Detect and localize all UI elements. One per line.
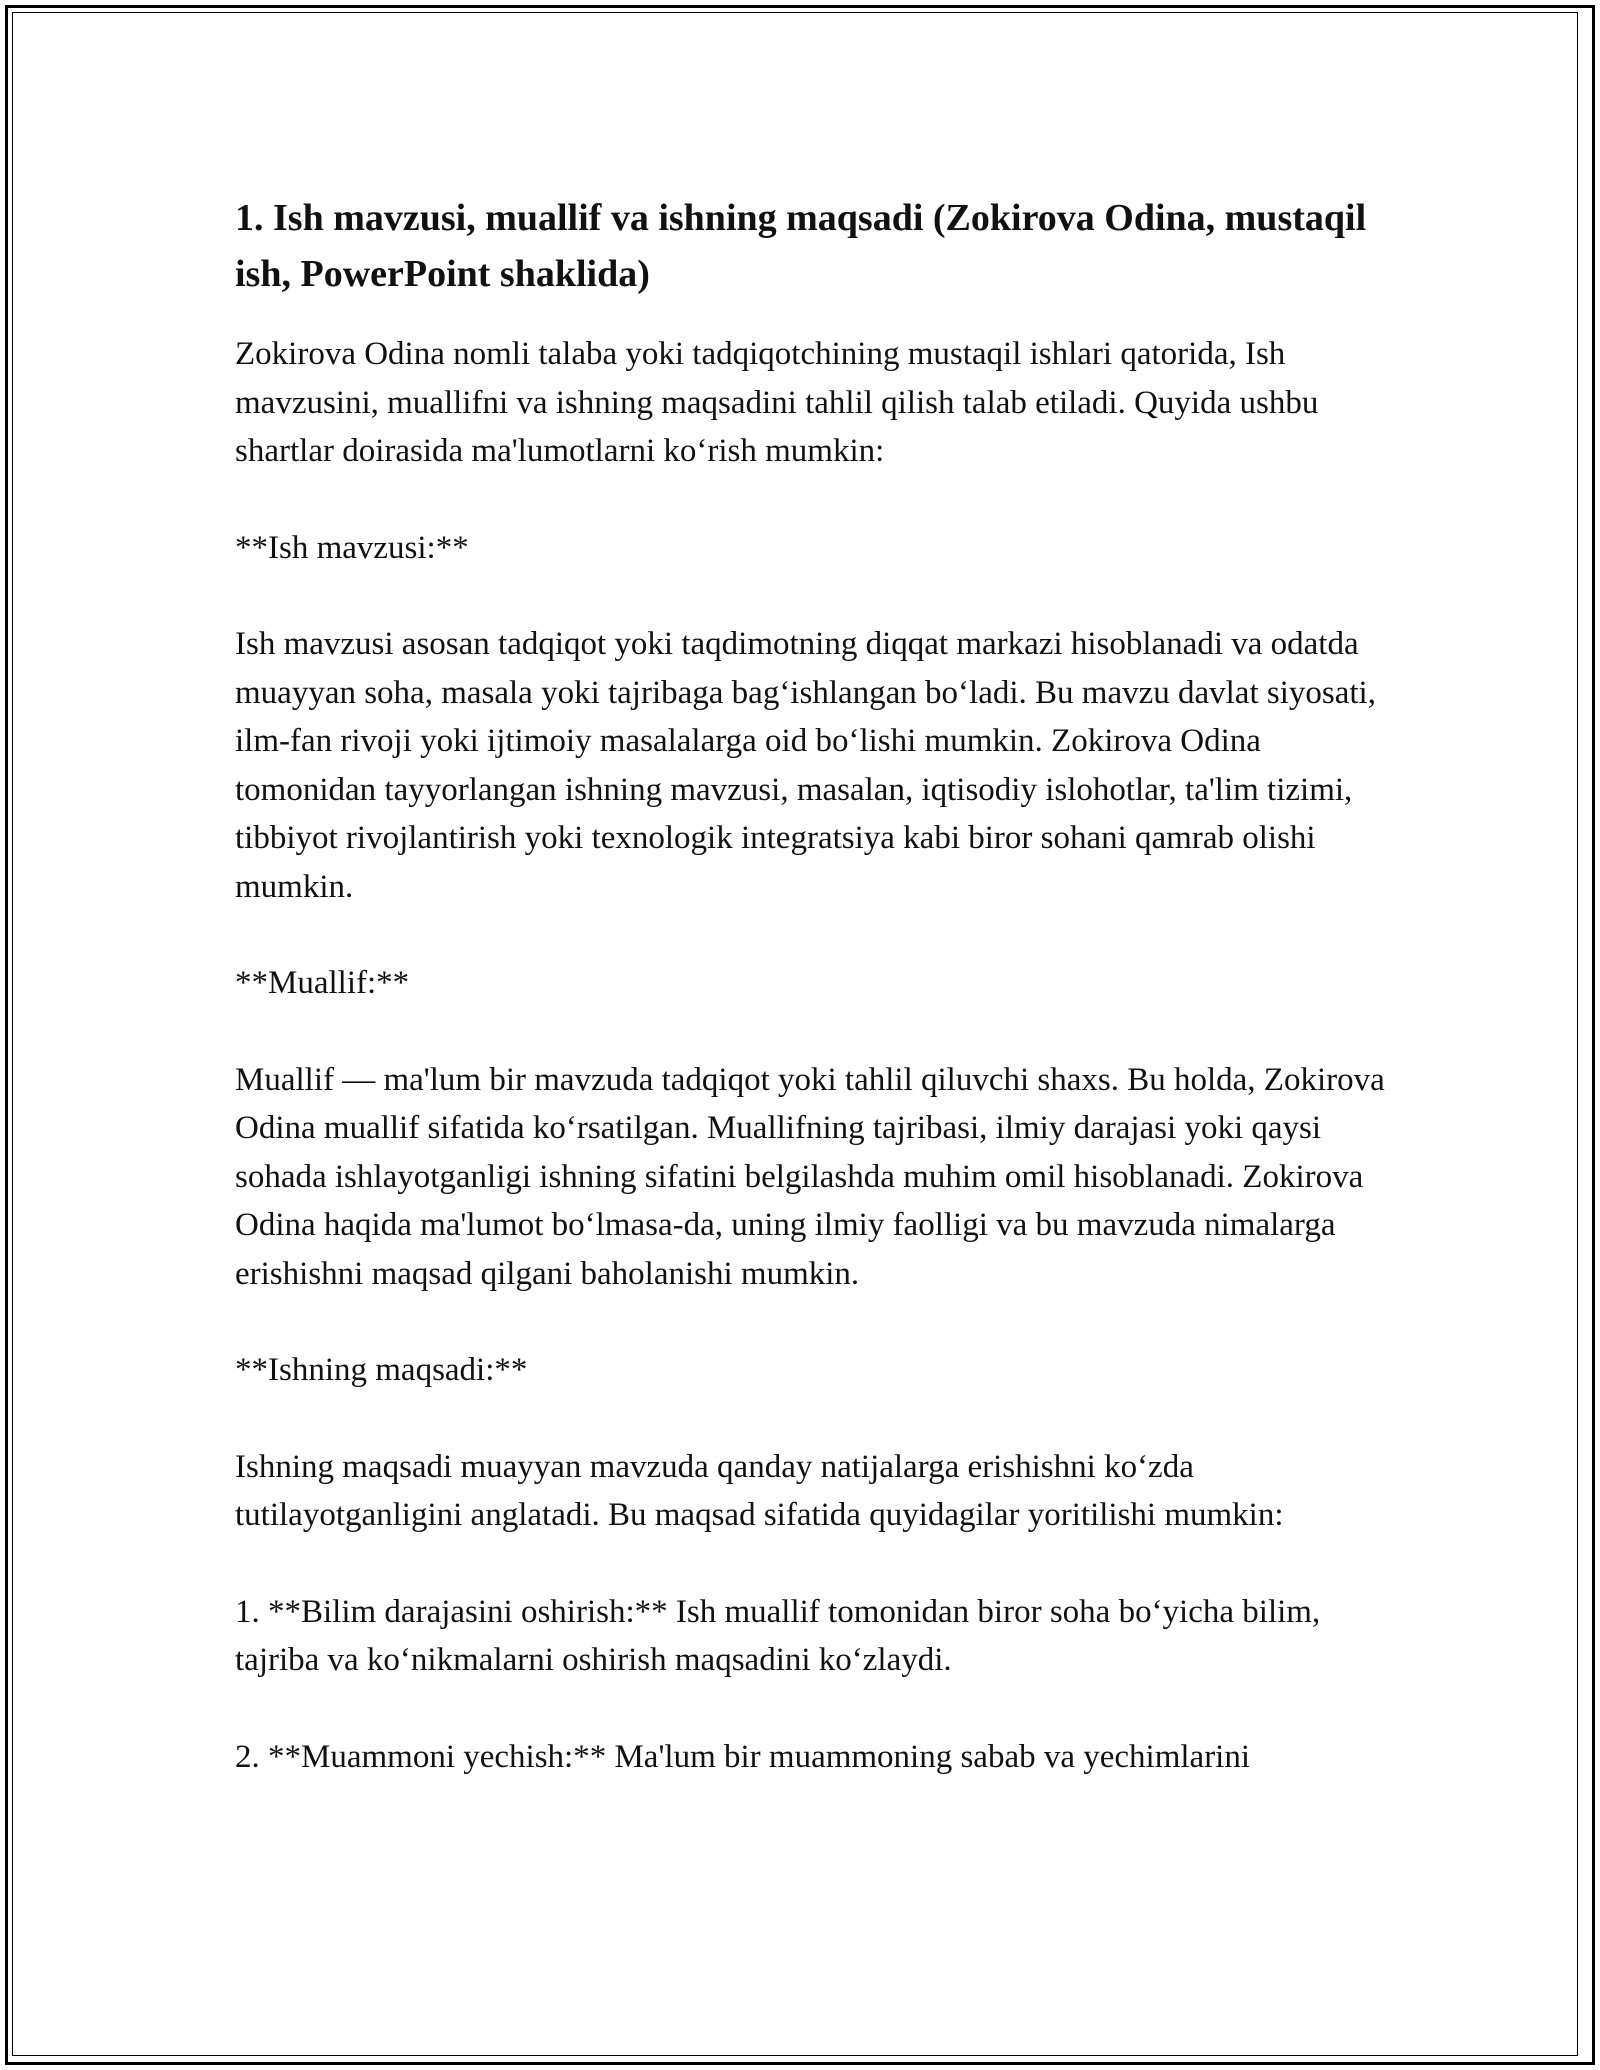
- section-text-author: Muallif — ma'lum bir mavzuda tadqiqot yoki tahlil qiluvchi shaxs. Bu holda, Zokirova Odina muallif sifatida ko‘rsatilgan. Muallifning tajribasi, ilmiy darajasi yoki qaysi sohada ishlayotganligi ishning sifatini belgilashda muhim omil hisoblanadi. Zokirova Odina haqida ma'lumot bo‘lmasa-da, uning ilmiy faolligi va bu mavzuda nimalarga erishishni maqsad qilgani baholanishi mumkin.: [235, 1061, 1385, 1292]
- intro-paragraph: Zokirova Odina nomli talaba yoki tadqiqotchining mustaqil ishlari qatorida, Ish mavzusini, muallifni va ishning maqsadini tahlil qilish talab etiladi. Quyida ushbu shartlar doirasida ma'lumotlarni ko‘rish mumkin:: [235, 336, 1319, 469]
- section-text-topic: Ish mavzusi asosan tadqiqot yoki taqdimotning diqqat markazi hisoblanadi va odatda muayyan soha, masala yoki tajribaga bag‘ishlangan bo‘ladi. Bu mavzu davlat siyosati, ilm-fan rivoji yoki ijtimoiy masalalarga oid bo‘lishi mumkin. Zokirova Odina tomonidan tayyorlangan ishning mavzusi, masalan, iqtisodiy islohotlar, ta'lim tizimi, tibbiyot rivojlantirish yoki texnologik integratsiya kabi biror sohani qamrab olishi mumkin.: [235, 626, 1376, 905]
- list-item-knowledge: 1. **Bilim darajasini oshirish:** Ish muallif tomonidan biror soha bo‘yicha bilim, tajriba va ko‘nikmalarni oshirish maqsadini ko‘zlaydi.: [235, 1593, 1321, 1678]
- document-title: 1. Ish mavzusi, muallif va ishning maqsadi (Zokirova Odina, mustaqil ish, PowerPoint shaklida): [235, 197, 1367, 295]
- document-body: [235, 190, 1385, 1829]
- section-text-goal: Ishning maqsadi muayyan mavzuda qanday natijalarga erishishni ko‘zda tutilayotganligini anglatadi. Bu maqsad sifatida quyidagilar yoritilishi mumkin:: [235, 1448, 1284, 1533]
- section-label-topic: **Ish mavzusi:**: [235, 529, 469, 566]
- section-label-goal: **Ishning maqsadi:**: [235, 1352, 528, 1388]
- list-item-problem: 2. **Muammoni yechish:** Ma'lum bir muammoning sabab va yechimlarini: [235, 1738, 1251, 1775]
- section-label-author: **Muallif:**: [235, 965, 410, 1001]
